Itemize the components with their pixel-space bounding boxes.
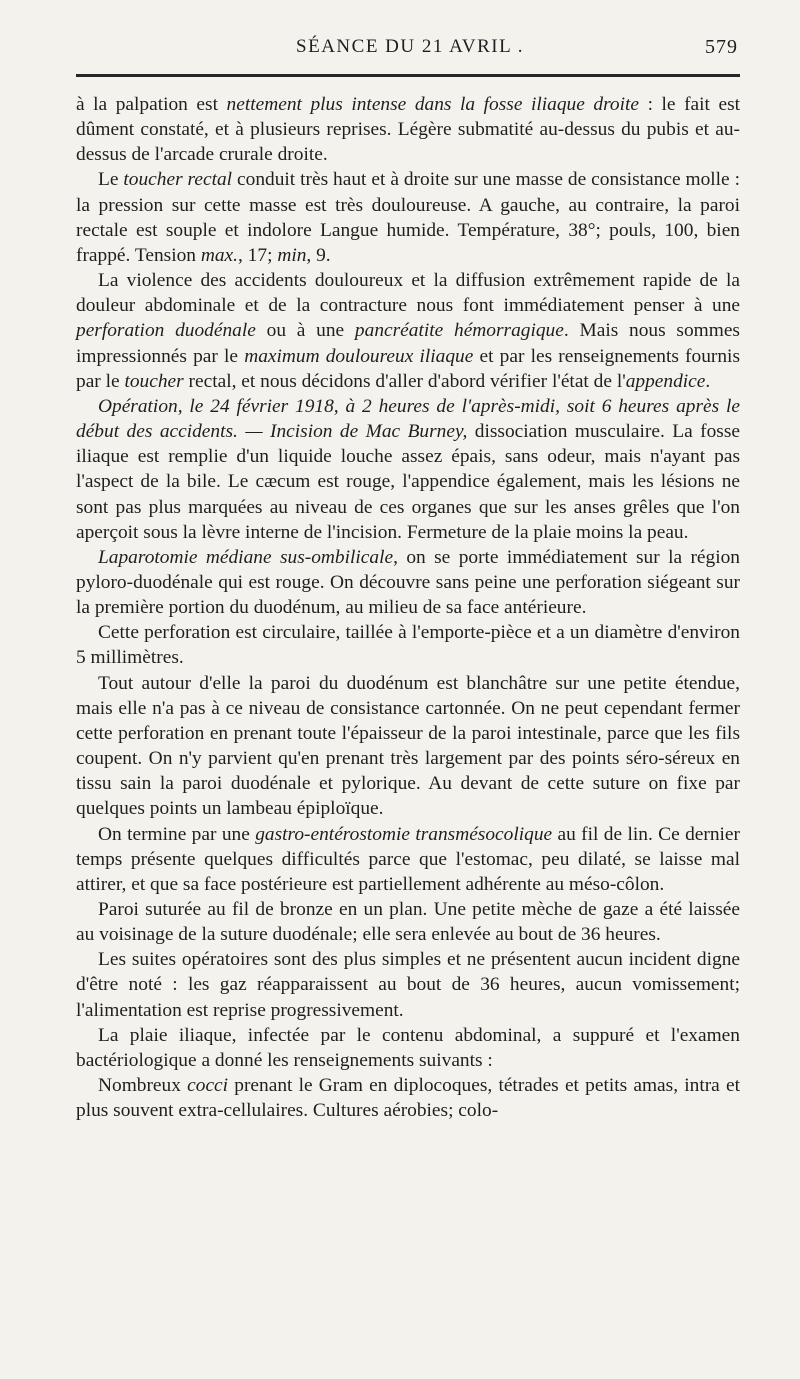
- text-run: . Mais nous sommes impressionnés par le: [76, 320, 740, 367]
- text-run: On termine par une: [98, 823, 256, 845]
- text-run: Cette perforation est circulaire, taillée à l'emporte-pièce et a un diamètre d'environ 5 millimètres.: [76, 622, 740, 669]
- paragraph: [76, 545, 740, 620]
- italic-text-run: min: [277, 244, 307, 266]
- paragraph: [76, 167, 740, 268]
- text-run: Tout autour d'elle la paroi du duodénum est blanchâtre sur une petite étendue, mais elle n'a pas à ce niveau de consistance cartonnée. On ne peut cependant fermer cette perforation en prenant toute l'épaisseur de la paroi intestinale, parce que les fils coupent. On n'y parvient qu'en prenant très largement par des points séro-séreux en tissu sain la paroi duodénale et pylorique. Au devant de cette suture on fixe par quelques points un lambeau épiploïque.: [76, 672, 740, 820]
- italic-text-run: max.: [200, 244, 238, 266]
- italic-text-run: gastro-entérostomie transmésocolique: [255, 823, 553, 845]
- paragraph: [76, 620, 740, 670]
- text-run: La violence des accidents douloureux et la diffusion extrêmement rapide de la douleur abdominale et de la contracture nous font immédiatement penser à une: [76, 270, 740, 317]
- italic-text-run: appendice: [625, 370, 706, 392]
- paragraph: [76, 897, 740, 947]
- paragraph: [76, 822, 740, 897]
- text-run: rectal, et nous décidons d'aller d'abord vérifier l'état de l': [183, 370, 626, 392]
- text-run: , 17;: [237, 244, 278, 266]
- paragraph: [76, 394, 740, 545]
- italic-text-run: pancréatite hémorragique: [354, 320, 564, 342]
- text-run: , on se porte immédiatement sur la région pyloro-duodénale qui est rouge. On découvre sans peine une perforation siégeant sur la première portion du duodénum, au milieu de sa face antérieure.: [76, 546, 741, 619]
- italic-text-run: Opération, le 24 février 1918, à 2 heures de l'après-midi, soit 6 heures après le début des accidents. — Incision de Mac Burney,: [76, 395, 740, 443]
- text-run: La plaie iliaque, infectée par le contenu abdominal, a suppuré et l'examen bactériologique a donné les renseignements suivants :: [76, 1024, 740, 1071]
- body-text: [76, 92, 740, 1123]
- italic-text-run: toucher rectal: [123, 169, 233, 191]
- text-run: prenant le Gram en diplocoques, tétrades et petits amas, intra et plus souvent extra-cellulaires. Cultures aérobies; colo-: [76, 1075, 740, 1122]
- text-run: Les suites opératoires sont des plus simples et ne présentent aucun incident digne d'être noté : les gaz réapparaissent au bout de 36 heures, aucun vomissement; l'alimentation est reprise progressivement.: [76, 949, 740, 1021]
- italic-text-run: toucher: [124, 370, 184, 392]
- text-run: , 9.: [306, 244, 331, 266]
- text-run: Nombreux: [98, 1075, 188, 1097]
- text-run: .: [705, 370, 711, 392]
- paragraph: [76, 92, 740, 167]
- text-run: : le fait est dûment constaté, et à plusieurs reprises. Légère submatité au-dessus du pubis et au-dessus de l'arcade crurale droite.: [76, 94, 741, 166]
- italic-text-run: maximum douloureux iliaque: [244, 345, 474, 367]
- text-run: Paroi suturée au fil de bronze en un plan. Une petite mèche de gaze a été laissée au voisinage de la suture duodénale; elle sera enlevée au bout de 36 heures.: [76, 899, 740, 946]
- header-rule: [76, 74, 740, 77]
- paragraph: [76, 268, 740, 394]
- paragraph: [76, 1073, 740, 1123]
- italic-text-run: Laparotomie médiane sus-ombilicale: [98, 546, 394, 568]
- page-header: [0, 30, 800, 66]
- page-number: 579: [705, 36, 738, 58]
- text-run: Le: [98, 169, 124, 191]
- italic-text-run: cocci: [187, 1075, 229, 1097]
- italic-text-run: nettement plus intense dans la fosse iliaque droite: [226, 94, 640, 115]
- text-run: ou à une: [255, 320, 355, 342]
- italic-text-run: perforation duodénale: [76, 320, 256, 342]
- text-run: dissociation musculaire. La fosse iliaque est remplie d'un liquide louche assez épais, sans odeur, mais n'ayant pas l'aspect de la bile. Le cæcum est rouge, l'appendice également, mais les lésions ne sont pas plus marquées au niveau de ces organes que sur les anses grêles que l'on aperçoit sous la lèvre interne de l'incision. Fermeture de la plaie moins la peau.: [76, 421, 740, 543]
- text-run: et par les renseignements fournis par le: [76, 345, 740, 392]
- paragraph: [76, 671, 740, 822]
- paragraph: [76, 947, 740, 1022]
- running-head: SÉANCE DU 21 AVRIL .: [296, 36, 524, 57]
- text-run: à la palpation est: [76, 94, 227, 115]
- paragraph: [76, 1023, 740, 1073]
- text-run: au fil de lin. Ce dernier temps présente quelques difficultés parce que l'estomac, peu dilaté, se laisse mal attirer, et que sa face postérieure est partiellement adhérente au méso-côlon.: [76, 823, 740, 895]
- text-run: conduit très haut et à droite sur une masse de consistance molle : la pression sur cette masse est très douloureuse. A gauche, au contraire, la paroi rectale est souple et indolore Langue humide. Température, 38°; pouls, 100, bien frappé. Tension: [76, 169, 740, 266]
